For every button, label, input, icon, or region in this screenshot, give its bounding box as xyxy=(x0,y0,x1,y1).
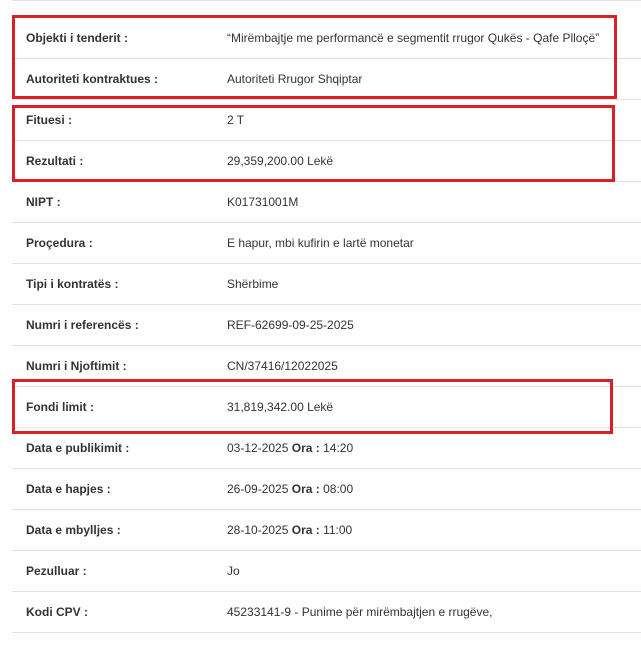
row-value xyxy=(227,523,352,537)
row-value: E hapur, mbi kufirin e lartë monetar xyxy=(227,236,414,250)
row-label: NIPT : xyxy=(26,195,61,209)
row-closing-date xyxy=(12,510,641,551)
row-label: Pezulluar : xyxy=(26,564,87,578)
row-tender-object xyxy=(12,18,641,59)
row-label: Tipi i kontratës : xyxy=(26,277,119,291)
row-value: CN/37416/12022025 xyxy=(227,359,338,373)
time-value: 11:00 xyxy=(323,523,353,537)
row-value xyxy=(227,482,353,496)
row-label: Data e mbylljes : xyxy=(26,523,121,537)
row-label: Data e hapjes : xyxy=(26,482,111,496)
row-label: Numri i referencës : xyxy=(26,318,139,332)
row-cpv-code xyxy=(12,592,641,633)
row-value: Autoriteti Rrugor Shqiptar xyxy=(227,72,363,86)
row-value: K01731001M xyxy=(227,195,299,209)
row-winner xyxy=(12,100,641,141)
row-label: Fondi limit : xyxy=(26,400,94,414)
row-opening-date xyxy=(12,469,641,510)
date-value: 26-09-2025 xyxy=(227,482,289,496)
row-label: Rezultati : xyxy=(26,154,84,168)
row-nipt xyxy=(12,182,641,223)
row-value: Jo xyxy=(227,564,240,578)
row-value: “Mirëmbajtje me performancë e segmentit rrugor Qukës - Qafe Plloçë” xyxy=(227,31,600,45)
row-procedure xyxy=(12,223,641,264)
time-value: 14:20 xyxy=(323,441,354,455)
row-label: Kodi CPV : xyxy=(26,605,88,619)
row-value: 31,819,342.00 Lekë xyxy=(227,400,334,414)
time-label: Ora : xyxy=(291,523,320,537)
time-label: Ora : xyxy=(291,482,320,496)
row-label: Objekti i tenderit : xyxy=(26,31,129,45)
row-label: Autoriteti kontraktues : xyxy=(26,72,159,86)
row-limit-fund xyxy=(12,387,641,428)
row-reference-number xyxy=(12,305,641,346)
row-label: Data e publikimit : xyxy=(26,441,130,455)
row-value: 45233141-9 - Punime për mirëmbajtjen e rrugëve, xyxy=(227,605,493,619)
row-label: Numri i Njoftimit : xyxy=(26,359,127,373)
row-label: Fituesi : xyxy=(26,113,73,127)
row-value: REF-62699-09-25-2025 xyxy=(227,318,354,332)
row-contract-type xyxy=(12,264,641,305)
time-value: 08:00 xyxy=(323,482,354,496)
row-notice-number xyxy=(12,346,641,387)
date-value: 03-12-2025 xyxy=(227,441,289,455)
tender-details-table xyxy=(12,18,641,633)
row-value xyxy=(227,441,353,455)
date-value: 28-10-2025 xyxy=(227,523,289,537)
row-publication-date xyxy=(12,428,641,469)
row-suspended xyxy=(12,551,641,592)
row-value: Shërbime xyxy=(227,277,279,291)
row-value: 29,359,200.00 Lekë xyxy=(227,154,334,168)
row-label: Proçedura : xyxy=(26,236,93,250)
row-result xyxy=(12,141,641,182)
row-contracting-authority xyxy=(12,59,641,100)
time-label: Ora : xyxy=(291,441,320,455)
row-value: 2 T xyxy=(227,113,245,127)
top-divider xyxy=(12,0,641,1)
